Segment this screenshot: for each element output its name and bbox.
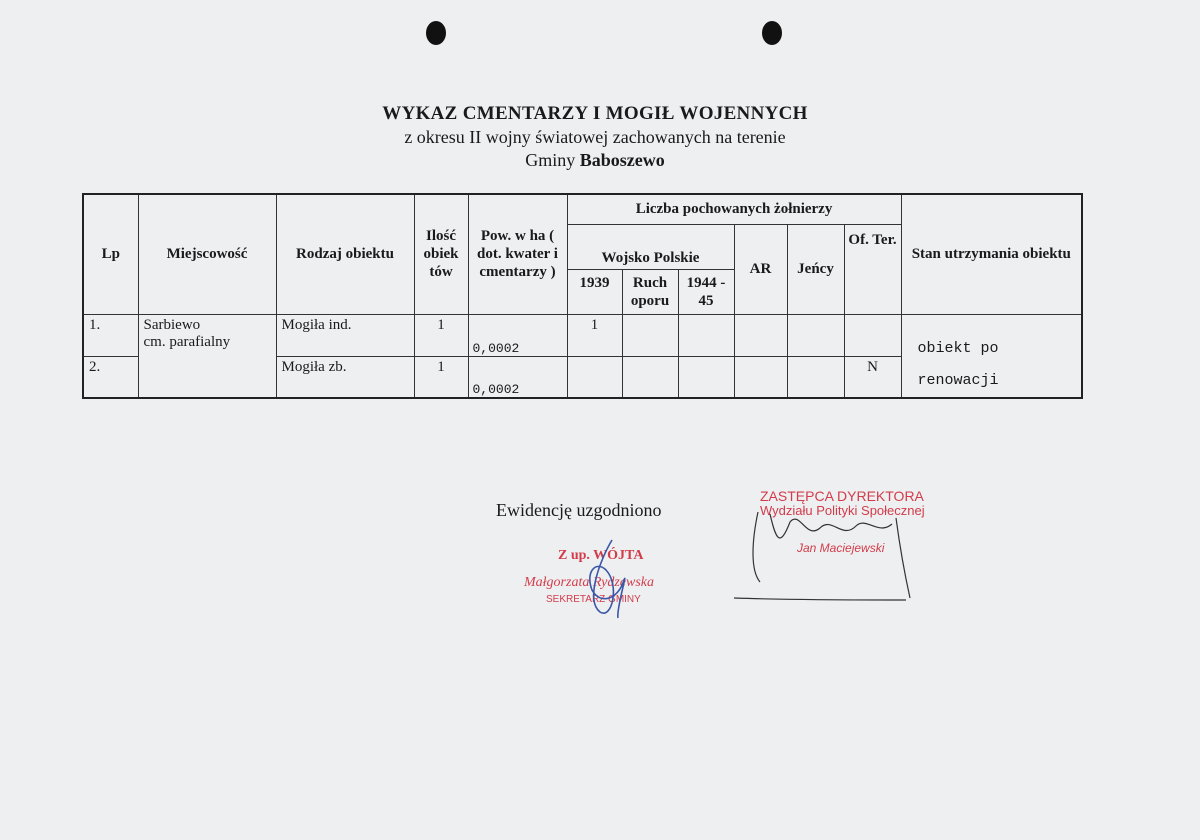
header-miejscowosc: Miejscowość [138, 194, 276, 314]
row-lp: 2. [83, 356, 138, 398]
document-subtitle: z okresu II wojny światowej zachowanych na terenie [404, 127, 786, 147]
right-stamp-line1: ZASTĘPCA DYREKTORA [760, 488, 924, 504]
right-stamp-line3: Jan Maciejewski [797, 541, 885, 555]
document-title: WYKAZ CMENTARZY I MOGIŁ WOJENNYCH [382, 103, 808, 124]
row-1939: 1 [567, 314, 622, 356]
left-stamp-line2: Małgorzata Rydzewska [524, 575, 655, 590]
header-wojsko: Wojsko Polskie [567, 224, 734, 269]
header-ar: AR [734, 224, 787, 314]
gmina-prefix: Gminy [525, 150, 576, 170]
header-rodzaj: Rodzaj obiektu [276, 194, 414, 314]
place-detail: cm. parafialny [143, 333, 231, 350]
row-count: 1 [414, 356, 468, 398]
area-value: 0,0002 [472, 340, 520, 356]
header-jency: Jeńcy [787, 224, 844, 314]
header-of-ter: Of. Ter. [844, 224, 901, 314]
left-stamp-line3: SEKRETARZ GMINY [546, 594, 641, 605]
header-lp: Lp [83, 194, 138, 314]
row-type: Mogiła ind. [276, 314, 414, 356]
header-1944-45: 1944 - 45 [678, 269, 734, 314]
header-pow: Pow. w ha ( dot. kwater i cmentarzy ) [468, 194, 567, 314]
left-stamp-line1: Z up. WÓJTA [558, 548, 644, 563]
gmina-name: Baboszewo [579, 150, 665, 170]
header-ruch-oporu: Ruch oporu [622, 269, 678, 314]
header-1939: 1939 [567, 269, 622, 314]
row-of-ter: N [844, 356, 901, 398]
left-signature [590, 540, 625, 618]
row-type: Mogiła zb. [276, 356, 414, 398]
right-stamp-line2: Wydziału Polityki Społecznej [760, 503, 925, 518]
right-signature [734, 512, 910, 600]
row-count: 1 [414, 314, 468, 356]
place-name: Sarbiewo [143, 316, 201, 333]
approval-text: Ewidencję uzgodniono [496, 500, 662, 520]
header-liczba: Liczba pochowanych żołnierzy [567, 194, 901, 224]
area-value: 0,0002 [472, 382, 520, 397]
header-stan: Stan utrzymania obiektu [901, 194, 1082, 314]
stan-line1: obiekt po [917, 340, 999, 357]
stan-line2: renowacji [917, 372, 999, 389]
row-lp: 1. [83, 314, 138, 356]
header-ilosc: Ilość obiek tów [414, 194, 468, 314]
